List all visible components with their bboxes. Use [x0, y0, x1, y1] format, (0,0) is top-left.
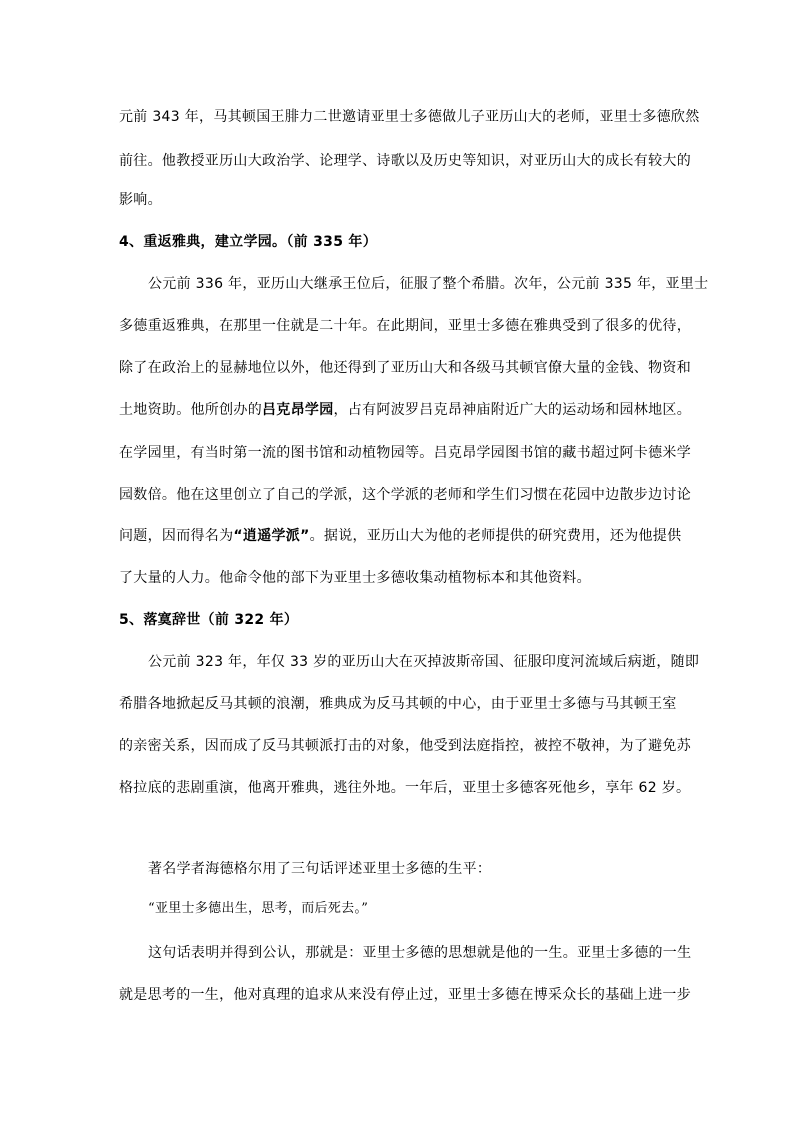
section-5-line-2: 希腊各地掀起反马其顿的浪潮，雅典成为反马其顿的中心，由于亚里士多德与马其顿王室	[119, 696, 677, 712]
section-4-line-2: 多德重返雅典，在那里一住就是二十年。在此期间，亚里士多德在雅典受到了很多的优待，	[119, 318, 691, 334]
heidegger-quote: “亚里士多德出生，思考，而后死去。”	[148, 901, 369, 916]
intro-line-2: 前往。他教授亚历山大政治学、论理学、诗歌以及历史等知识，对亚历山大的成长有较大的	[119, 153, 691, 169]
section-5-line-4: 格拉底的悲剧重演，他离开雅典，逃往外地。一年后，亚里士多德客死他乡，享年 62 岁。	[119, 780, 691, 796]
section-4-line-4	[119, 400, 691, 420]
peripatetic-school-emphasis: “逍遥学派”	[233, 528, 310, 544]
section-4-line-7-part-c: 。据说，亚历山大为他的老师提供的研究费用，还为他提供	[309, 528, 682, 544]
remarks-line-2: 就是思考的一生，他对真理的追求从来没有停止过，亚里士多德在博采众长的基础上进一步	[119, 987, 691, 1003]
intro-line-3: 影响。	[119, 192, 162, 208]
section-4-line-7-part-a: 问题，因而得名为	[119, 528, 234, 544]
section-5-line-1: 公元前 323 年，年仅 33 岁的亚历山大在灭掉波斯帝国、征服印度河流域后病逝，随即	[148, 654, 700, 670]
section-4-line-8: 了大量的人力。他命令他的部下为亚里士多德收集动植物标本和其他资料。	[119, 570, 591, 586]
section-5-heading: 5、落寞辞世（前 322 年）	[119, 612, 299, 628]
section-4-heading: 4、重返雅典，建立学园。（前 335 年）	[119, 234, 378, 250]
section-4-line-5: 在学园里，有当时第一流的图书馆和动植物园等。吕克昂学园图书馆的藏书超过阿卡德米学	[119, 445, 691, 461]
section-4-line-3: 除了在政治上的显赫地位以外，他还得到了亚历山大和各级马其顿官僚大量的金钱、物资和	[119, 360, 691, 376]
remarks-intro: 著名学者海德格尔用了三句话评述亚里士多德的生平：	[148, 861, 492, 877]
section-4-line-7	[119, 526, 681, 546]
section-4-line-4-part-a: 土地资助。他所创办的	[119, 402, 262, 418]
remarks-line-1: 这句话表明并得到公认，那就是：亚里士多德的思想就是他的一生。亚里士多德的一生	[148, 945, 692, 961]
section-4-line-6: 园数倍。他在这里创立了自己的学派，这个学派的老师和学生们习惯在花园中边散步边讨论	[119, 487, 691, 503]
section-5-line-3: 的亲密关系，因而成了反马其顿派打击的对象，他受到法庭指控，被控不敬神，为了避免苏	[119, 738, 691, 754]
intro-line-1: 元前 343 年，马其顿国王腓力二世邀请亚里士多德做儿子亚历山大的老师，亚里士多德欣然	[119, 109, 700, 125]
section-4-line-4-part-c: ，占有阿波罗吕克昂神庙附近广大的运动场和园林地区。	[333, 402, 691, 418]
lyceum-emphasis: 吕克昂学园	[262, 402, 334, 418]
section-4-line-1: 公元前 336 年，亚历山大继承王位后，征服了整个希腊。次年，公元前 335 年，亚里士	[148, 276, 709, 292]
